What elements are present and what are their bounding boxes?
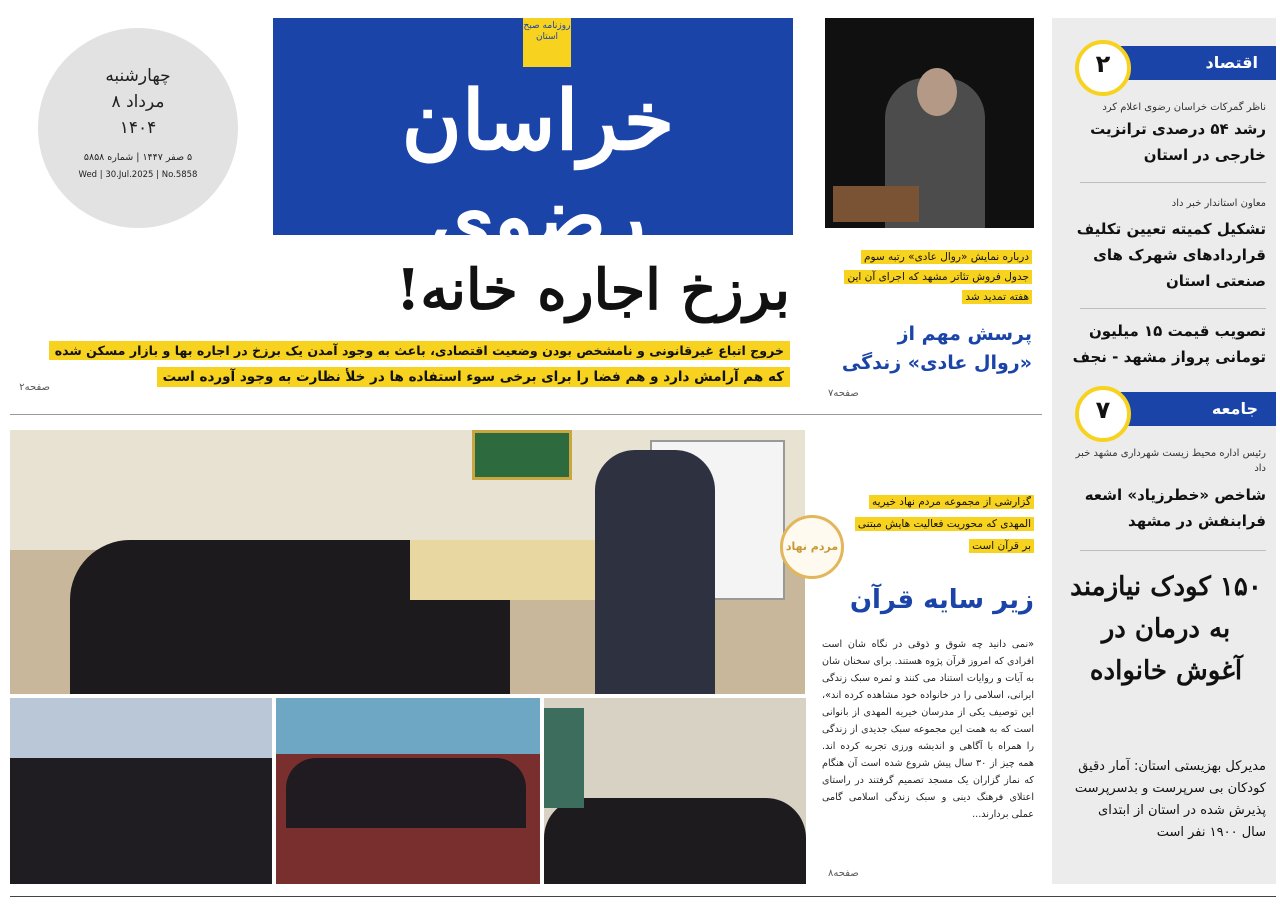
mardom-nahad-badge: مردم نهاد [780,515,844,579]
society-page-number: ۷ [1075,386,1131,442]
quran-class-photo-1 [10,698,272,884]
date-year: ۱۴۰۴ [119,118,157,138]
society-item1-title[interactable]: شاخص «خطرزیاد» اشعه فرابنفش در مشهد [1084,486,1266,530]
date-hijri-issue: ۵ صفر ۱۴۴۷ | شماره ۵۸۵۸ [83,152,193,163]
sidebar-divider-2 [1080,308,1266,309]
theatre-photo-prop [833,186,919,222]
date-weekday: چهارشنبه [105,66,171,86]
photo-1-wall [10,698,272,758]
economy-item3-title[interactable]: تصویب قیمت ۱۵ میلیون تومانی پرواز مشهد - نجف [1072,322,1266,366]
date-day-month: ۸ مرداد [111,92,165,112]
photo-2-audience [286,758,526,828]
theatre-kicker: درباره نمایش «روال عادی» رتبه سوم جدول فروش تئاتر مشهد که اجرای آن این هفته تمدید شد [844,250,1032,304]
date-latin: Wed | 30.Jul.2025 | No.5858 [78,170,198,180]
sidebar-feature-body: مدیرکل بهزیستی استان: آمار دقیق کودکان بی سرپرست و بدسرپرست پذیرش شده در استان از ابتدای سال ۱۹۰۰ نفر است [1074,759,1266,840]
photo-3-shelf [544,708,584,808]
main-page-ref[interactable]: صفحه۲ [19,382,50,393]
quran-body: «نمی دانید چه شوق و ذوقی در نگاه شان است افرادی که امروز قرآن پژوه هستند. برای سخنان شان به آیات و روایات استناد می کنند و ثمره سبک زندگی ایرانی، اسلامی را در خانواده خود مشاهده کرده اند»، این توصیف یکی از مدرسان خیریه المهدی از بانوانی است که به همت این مجموعه سبک جدیدی از زندگی را همراه با آگاهی و اندیشه ورزی تجربه کرده اند. همه چیز از ۳۰ سال پیش شروع شده است آن هنگام که نماز گزاران یک مسجد تصمیم گرفتند در راستای اعتلای فرهنگ دینی و سبک زندگی اسلامی گامی عملی بردارند... [822,639,1034,820]
photo-teacher [595,450,715,694]
main-lead-line-1: خروج اتباع غیرقانونی و نامشخص بودن وضعیت اقتصادی، باعث به وجود آمدن یک برزخ در اجاره بها و بازار مسکن شده [49,341,790,360]
theatre-kicker-wrap [840,246,1032,308]
page-bottom-rule [10,896,1276,897]
masthead [273,18,793,265]
sidebar-divider-1 [1080,182,1266,183]
quran-kicker-wrap [852,490,1034,550]
theatre-photo-face [917,68,957,116]
photo-1-audience [10,758,272,884]
quran-headline: زیر سایه قرآن [849,585,1034,615]
masthead-logo: خراسان رضوی [401,73,675,265]
economy-item1-kicker: ناظر گمرکات خراسان رضوی اعلام کرد [1102,102,1266,113]
quran-class-main-photo [10,430,805,694]
section-divider [10,414,1042,415]
quran-page-ref[interactable]: صفحه۸ [828,868,859,879]
society-section-label[interactable]: جامعه [1094,392,1276,426]
economy-section-label[interactable]: اقتصاد [1094,46,1276,80]
quran-class-photo-2 [276,698,540,884]
theatre-page-ref[interactable]: صفحه۷ [828,388,859,399]
date-badge [38,28,238,228]
theatre-photo [825,18,1034,228]
main-lead-line-2: که هم آرامش دارد و هم فضا را برای برخی سوء استفاده ها در خلأ نظارت به وجود آورده است [157,367,790,387]
economy-item2-kicker: معاون استاندار خبر داد [1171,198,1266,209]
photo-3-audience [544,798,806,884]
quran-class-photo-3 [544,698,806,884]
main-headline: برزخ اجاره خانه! [395,257,790,323]
photo-2-wall [276,698,540,754]
quran-kicker: گزارشی از مجموعه مردم نهاد خیریه المهدی که محوریت فعالیت هایش مبتنی بر قرآن است [855,495,1034,553]
sidebar-feature-headline[interactable]: ۱۵۰ کودک نیازمند به درمان در آغوش خانواده [1070,572,1262,686]
economy-item2-title[interactable]: تشکیل کمیته تعیین تکلیف قراردادهای شهرک های صنعتی استان [1076,220,1266,290]
main-lead-line-2-wrap [38,366,790,387]
photo-banner [472,430,572,480]
economy-item1-title[interactable]: رشد ۵۴ درصدی ترانزیت خارجی در استان [1090,120,1266,164]
society-item1-kicker: رئیس اداره محیط زیست شهرداری مشهد خبر داد [1075,448,1266,474]
main-lead-line-1-wrap [38,340,790,360]
economy-page-number: ۲ [1075,40,1131,96]
theatre-headline: پرسش مهم از «روال عادی» زندگی [841,323,1032,374]
masthead-tagline: روزنامه صبح استان [523,18,571,67]
sidebar-divider-3 [1080,550,1266,551]
